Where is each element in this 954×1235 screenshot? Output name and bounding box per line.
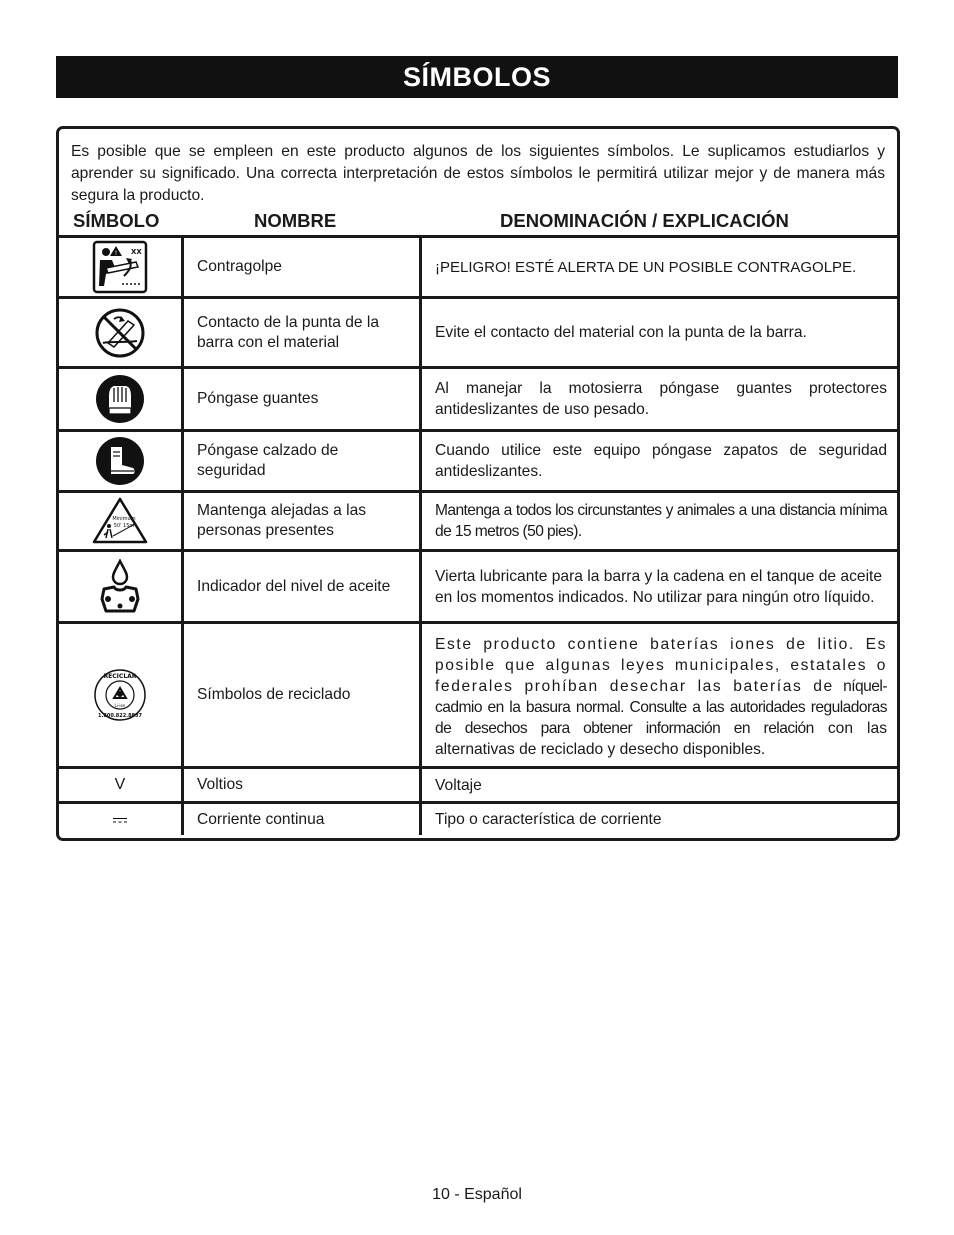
symbol-description: Mantenga a todos los circunstantes y animales a una distancia mínima de 15 metros (50 pies). <box>435 502 887 540</box>
table-row <box>59 429 897 490</box>
icon-label: 1.800.822.8837 <box>98 713 142 719</box>
bar-tip-contact-icon <box>94 307 146 359</box>
symbol-name: Indicador del nivel de aceite <box>184 552 422 621</box>
symbol-name: Corriente continua <box>184 804 422 835</box>
symbol-cell <box>59 804 184 835</box>
header-symbol: SÍMBOLO <box>73 210 160 231</box>
symbol-description: Tipo o característica de corriente <box>435 811 662 828</box>
table-row <box>59 766 897 801</box>
icon-label: 50' 15m <box>113 523 135 529</box>
icon-label: Li-ion <box>114 703 126 708</box>
symbol-description: Al manejar la motosierra póngase guantes protectores antideslizantes de uso pesado. <box>435 380 887 418</box>
symbol-description: Evite el contacto del material con la punta de la barra. <box>435 324 807 341</box>
symbol-cell <box>59 552 184 621</box>
icon-label: RECICLAR <box>103 673 137 680</box>
symbol-description: ¡PELIGRO! ESTÉ ALERTA DE UN POSIBLE CONTRAGOLPE. <box>435 258 857 276</box>
symbol-description: Cuando utilice este equipo póngase zapatos de seguridad antideslizantes. <box>435 442 887 480</box>
page-footer: 10 - Español <box>432 1186 522 1203</box>
svg-text:!: ! <box>114 250 118 257</box>
symbol-name: Contragolpe <box>184 238 422 296</box>
symbol-description: Voltaje <box>435 776 482 794</box>
recycling-seal-icon <box>93 668 147 722</box>
table-row <box>59 296 897 366</box>
symbols-table <box>59 235 897 835</box>
header-name: NOMBRE <box>254 210 337 231</box>
header-explanation: DENOMINACIÓN / EXPLICACIÓN <box>500 210 789 231</box>
gloves-icon <box>95 374 145 424</box>
symbol-name: Póngase guantes <box>184 369 422 429</box>
symbol-name: Póngase calzado de seguridad <box>184 432 422 490</box>
intro-paragraph: Es posible que se empleen en este producto algunos de los siguientes símbolos. Le suplicamos estudiarlos y aprender su significado. Una correcta interpretación de estos símbolos le permitirá utilizar mejor y de manera más segura la producto. <box>71 143 885 204</box>
symbol-name: Voltios <box>184 769 422 801</box>
kickback-warning-icon <box>92 240 148 294</box>
oil-level-icon <box>98 559 142 615</box>
volt-symbol: V <box>59 769 184 801</box>
symbol-cell <box>59 369 184 429</box>
symbol-cell <box>59 493 184 549</box>
symbol-cell <box>59 432 184 490</box>
table-row <box>59 366 897 429</box>
symbol-cell <box>59 238 184 296</box>
table-row <box>59 490 897 549</box>
table-row <box>59 549 897 621</box>
table-row <box>59 801 897 835</box>
symbol-description: Vierta lubricante para la barra y la cadena en el tanque de aceite en los momentos indicados. No utilizar para ningún otro líquido. <box>435 567 883 606</box>
table-row <box>59 621 897 766</box>
keep-bystanders-away-icon <box>91 496 149 546</box>
table-row <box>59 235 897 296</box>
direct-current-icon <box>112 816 128 824</box>
symbol-name: Mantenga alejadas a las personas presentes <box>184 493 422 549</box>
symbols-panel <box>56 126 900 841</box>
symbol-cell <box>59 299 184 366</box>
icon-label: Minimum <box>112 516 136 522</box>
safety-boots-icon <box>95 436 145 486</box>
page-title: SÍMBOLOS <box>56 56 898 98</box>
symbol-description: Este producto contiene baterías iones de litio. Es posible que algunas leyes municipales, estatales o federales prohíban desechar las baterías de níquel-cadmio en la basura normal. Consulte a las autoridades reguladoras de desechos para obtener información en relación con las alternativas de reciclado y desecho disponibles. <box>435 636 887 758</box>
symbol-name: Contacto de la punta de la barra con el material <box>184 299 422 366</box>
symbol-cell <box>59 624 184 766</box>
symbol-name: Símbolos de reciclado <box>184 624 422 766</box>
svg-text:XX: XX <box>131 248 142 256</box>
